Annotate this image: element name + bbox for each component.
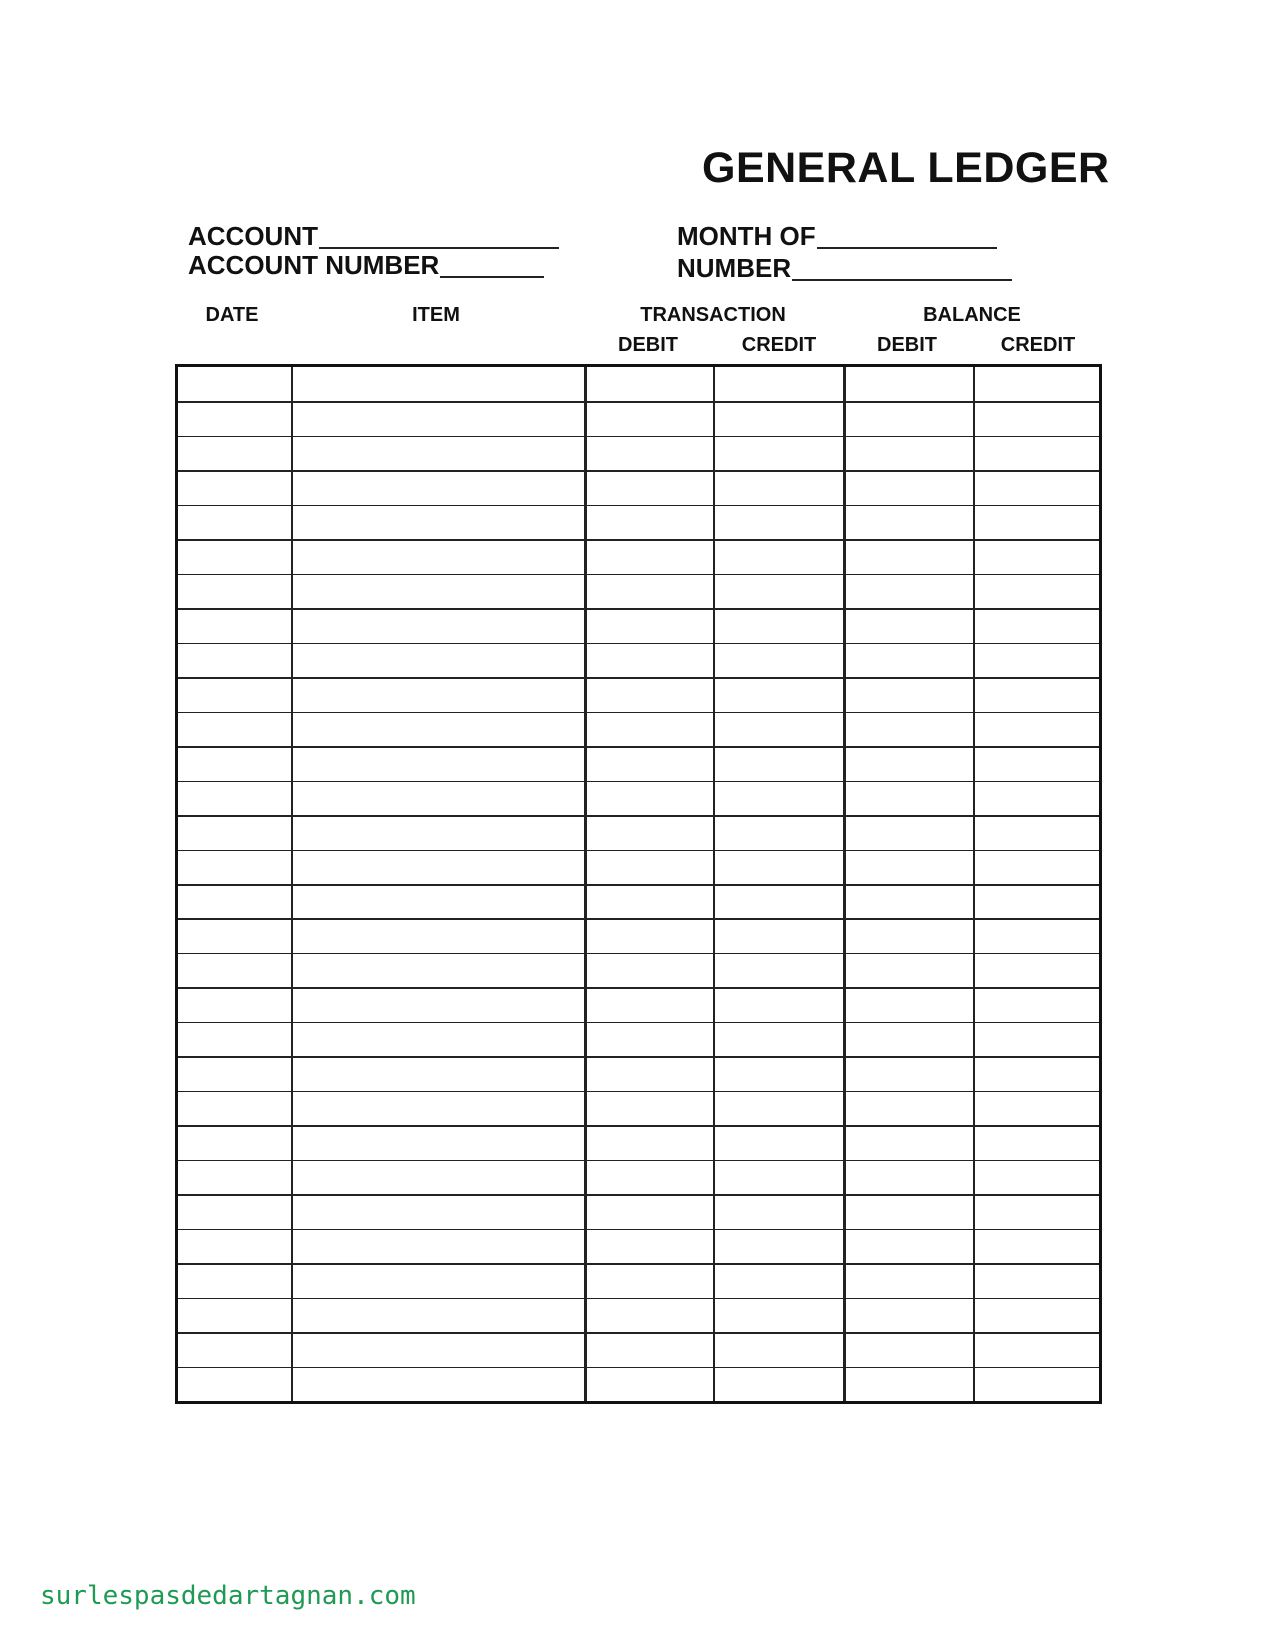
table-row-line <box>178 505 1099 507</box>
table-row-line <box>178 539 1099 541</box>
account-number-field[interactable] <box>188 252 544 278</box>
table-row-line <box>178 1125 1099 1127</box>
account-label: ACCOUNT <box>188 221 318 251</box>
table-row-line <box>178 401 1099 403</box>
account-number-blank-line[interactable] <box>440 254 544 278</box>
table-row-line <box>178 470 1099 472</box>
table-row-line <box>178 884 1099 886</box>
table-row-line <box>178 987 1099 989</box>
table-row-line <box>178 1194 1099 1196</box>
table-row-line <box>178 746 1099 748</box>
table-row-line <box>178 850 1099 852</box>
table-row-line <box>178 677 1099 679</box>
table-row-line <box>178 953 1099 955</box>
number-blank-line[interactable] <box>792 257 1012 281</box>
column-header-balance-debit: DEBIT <box>877 334 937 356</box>
number-label: NUMBER <box>677 253 792 283</box>
month-of-label: MONTH OF <box>677 221 816 251</box>
table-row-line <box>178 815 1099 817</box>
column-header-transaction: TRANSACTION <box>640 304 786 326</box>
column-header-transaction-debit: DEBIT <box>618 334 678 356</box>
page-title: GENERAL LEDGER <box>702 144 1110 192</box>
table-row-line <box>178 608 1099 610</box>
watermark-text: surlespasdedartagnan.com <box>40 1581 416 1611</box>
table-row-line <box>178 1263 1099 1265</box>
table-row-line <box>178 436 1099 438</box>
table-row-line <box>178 712 1099 714</box>
table-row-line <box>178 1332 1099 1334</box>
month-of-field[interactable] <box>677 223 997 249</box>
column-header-balance-credit: CREDIT <box>1000 334 1076 356</box>
column-header-balance: BALANCE <box>923 304 1021 326</box>
ledger-table[interactable] <box>175 364 1102 1404</box>
column-header-item: ITEM <box>412 304 460 326</box>
table-row-line <box>178 781 1099 783</box>
table-row-line <box>178 918 1099 920</box>
account-field[interactable] <box>188 223 559 249</box>
table-row-line <box>178 1298 1099 1300</box>
table-row-line <box>178 1056 1099 1058</box>
number-field[interactable] <box>677 255 1012 281</box>
table-row-line <box>178 1022 1099 1024</box>
account-blank-line[interactable] <box>319 225 559 249</box>
table-row-line <box>178 574 1099 576</box>
month-of-blank-line[interactable] <box>817 225 997 249</box>
table-row-line <box>178 1091 1099 1093</box>
table-row-line <box>178 1160 1099 1162</box>
table-row-line <box>178 1367 1099 1369</box>
column-header-transaction-credit: CREDIT <box>741 334 817 356</box>
column-header-date: DATE <box>205 304 259 326</box>
table-row-line <box>178 643 1099 645</box>
table-row-line <box>178 1229 1099 1231</box>
account-number-label: ACCOUNT NUMBER <box>188 250 440 280</box>
